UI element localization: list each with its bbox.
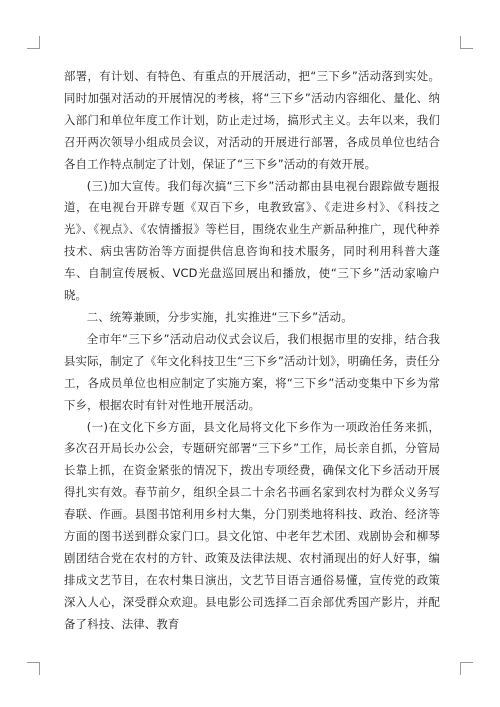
crop-mark-top-left xyxy=(27,36,40,49)
crop-mark-bottom-left xyxy=(27,662,40,675)
crop-mark-bottom-right xyxy=(460,662,473,675)
section-heading: 二、统筹兼顾，分步实施，扎实推进“三下乡”活动。 xyxy=(86,309,353,324)
document-body xyxy=(64,66,440,636)
paragraph-3: 全市年“三下乡”活动启动仪式会议后，我们根据市里的安排，结合我县实际，制定了《年文化科技卫生“三下乡”活动计划》，明确任务，责任分工，各成员单位也相应制定了实施方案，将“三下乡”活动变集中下乡为常下乡，根据农时有针对性地开展活动。 xyxy=(64,331,440,412)
paragraph-1: 部署，有计划、有特色、有重点的开展活动，把“三下乡”活动落到实处。同时加强对活动的开展情况的考核，将“三下乡”活动内容细化、量化、纳入部门和单位年度工作计划，防止走过场，搞形式主义。去年以来，我们召开两次领导小组成员会议，对活动的开展进行部署，各成员单位也结合各自工作特点制定了计划，保证了“三下乡”活动的有效开展。 xyxy=(64,69,440,171)
crop-mark-top-right xyxy=(460,36,473,49)
paragraph-4: (一)在文化下乡方面，县文化局将文化下乡作为一项政治任务来抓，多次召开局长办公会，专题研究部署“三下乡”工作，局长亲自抓，分管局长靠上抓，在资金紧张的情况下，拨出专项经费，确保文化下乡活动开展得扎实有效。春节前夕，组织全县二十余名书画名家到农村为群众义务写春联、作画。县图书馆利用乡村大集，分门别类地将科技、政治、经济等方面的图书送到群众家门口。县文化馆、中老年艺术团、戏剧协会和柳琴剧团结合党在农村的方针、政策及法律法规、农村涌现出的好人好事，编排成文艺节目，在农村集日演出，文艺节目语言通俗易懂，宣传党的政策深入人心，深受群众欢迎。县电影公司选择二百余部优秀国产影片，并配备了科技、法律、教育 xyxy=(64,419,440,631)
paragraph-2: (三)加大宣传。我们每次搞“三下乡”活动都由县电视台跟踪做专题报道，在电视台开辟专题《双百下乡，电教致富》、《走进乡村》、《科技之光》、《视点》、《农情播报》等栏目，围绕农业生产新品种推广，现代种养技术、病虫害防治等方面提供信息咨询和技术服务，同时利用科普大蓬车、自制宣传展板、VCD光盘巡回展出和播放，使“三下乡”活动家喻户晓。 xyxy=(64,178,440,303)
